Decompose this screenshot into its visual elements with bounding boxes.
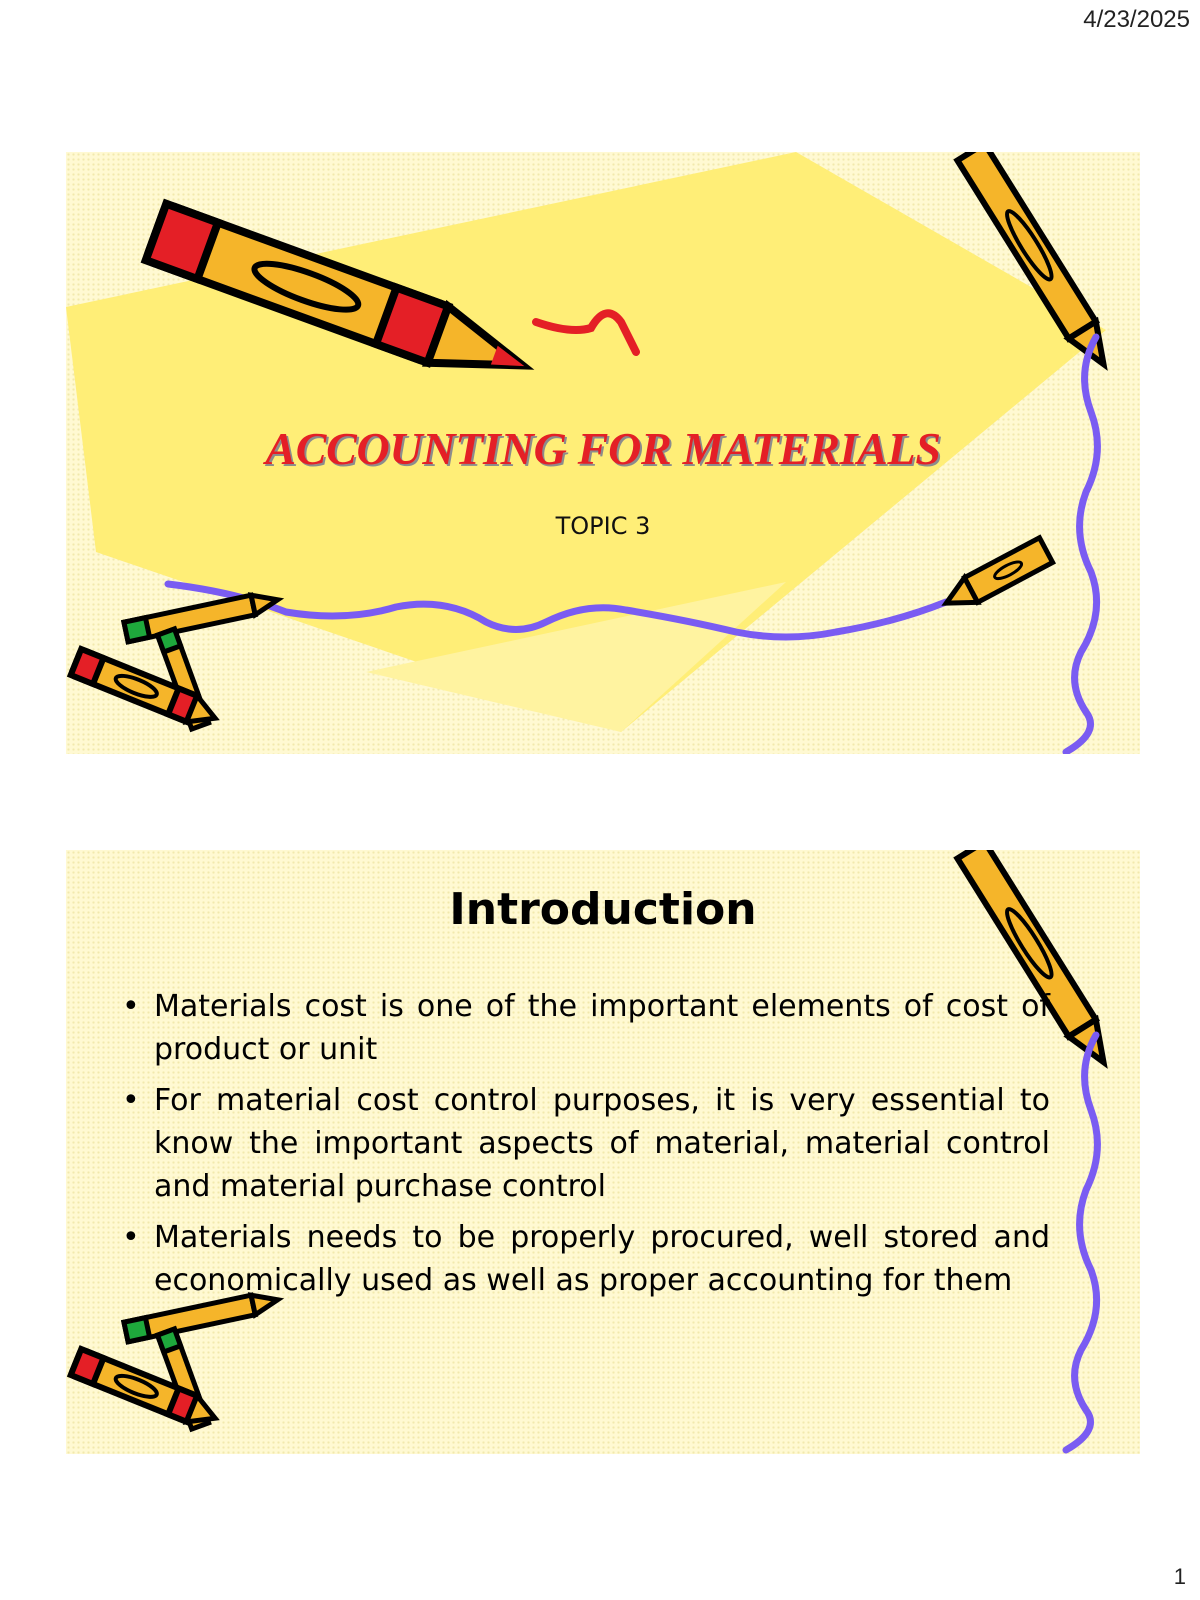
purple-squiggle <box>1066 1035 1097 1450</box>
page-date: 4/23/2025 <box>1083 6 1190 33</box>
slide-heading: Introduction <box>449 884 757 935</box>
pencils-pile-icon <box>71 590 280 731</box>
pencil-icon <box>940 538 1053 616</box>
bullet-item: • For material cost control purposes, it is very essential to know the important aspects of material, material control and material purchase control <box>122 1079 1050 1208</box>
bullet-list <box>122 985 1050 1310</box>
purple-squiggle <box>1066 337 1097 752</box>
slide-title <box>66 152 1140 754</box>
slide-title-text: ACCOUNTING FOR MATERIALS <box>265 423 941 474</box>
bullet-item: • Materials needs to be properly procured, well stored and economically used as well as proper accounting for them <box>122 1216 1050 1302</box>
page-number: 1 <box>1173 1564 1186 1589</box>
slide-introduction <box>66 850 1140 1454</box>
bullet-item: • Materials cost is one of the important elements of cost of product or unit <box>122 985 1050 1071</box>
slide-subtitle: TOPIC 3 <box>555 512 651 540</box>
pencils-pile-icon <box>71 1290 280 1431</box>
